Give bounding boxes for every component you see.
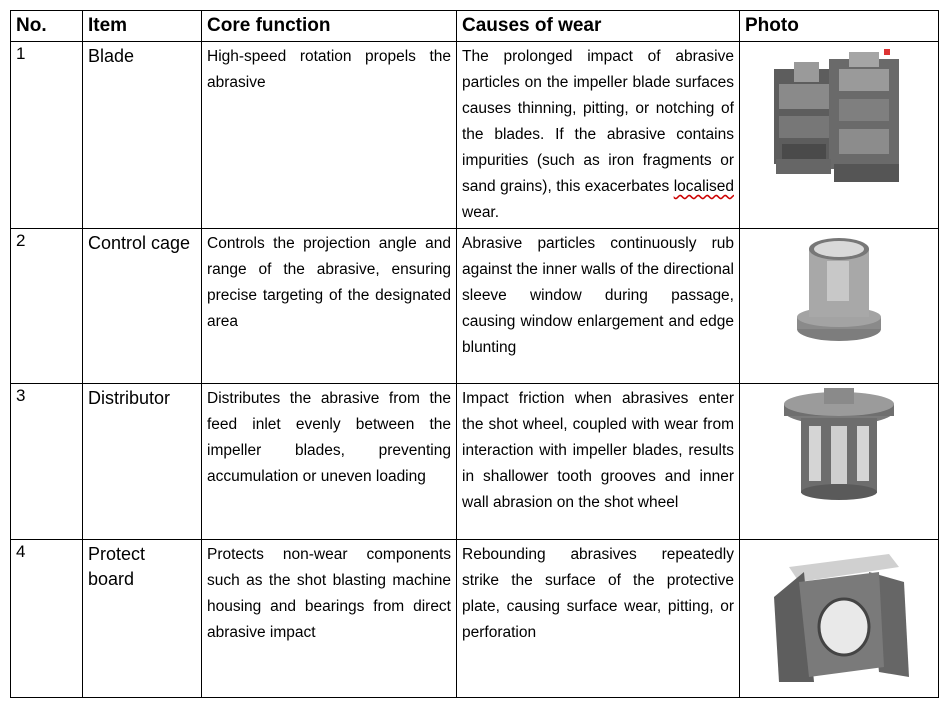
- parts-wear-table: [10, 10, 939, 698]
- causes-of-wear-text: Abrasive particles continuously rub against the inner walls of the directional sleeve window during passage, causing window enlargement and edge blunting: [457, 229, 740, 384]
- spellcheck-flagged-word: localised: [673, 178, 734, 195]
- core-function-text: Protects non-wear components such as the shot blasting machine housing and bearings from direct abrasive impact: [202, 540, 457, 698]
- item-name: Control cage: [83, 229, 202, 384]
- core-function-text: Controls the projection angle and range of the abrasive, ensuring precise targeting of the designated area: [202, 229, 457, 384]
- photo-cell: [740, 42, 939, 229]
- header-photo: Photo: [740, 11, 939, 42]
- photo-cell: [740, 384, 939, 540]
- core-function-text: High-speed rotation propels the abrasive: [202, 42, 457, 229]
- header-core-function: Core function: [202, 11, 457, 42]
- table-row: [11, 540, 939, 698]
- causes-text-start: The prolonged impact of abrasive particles on the impeller blade surfaces causes thinning, pitting, or notching of the blades. If the abrasive contains impurities (such as iron fragments or sand grains), this exacerbates: [462, 48, 734, 195]
- item-name: Distributor: [83, 384, 202, 540]
- control-cage-photo: [789, 231, 889, 346]
- item-name: Blade: [83, 42, 202, 229]
- table-row: [11, 42, 939, 229]
- photo-cell: [740, 540, 939, 698]
- table-row: [11, 229, 939, 384]
- row-number: 1: [11, 42, 83, 229]
- impeller-blades-photo: [754, 44, 924, 194]
- table-row: [11, 384, 939, 540]
- header-causes-of-wear: Causes of wear: [457, 11, 740, 42]
- header-row: [11, 11, 939, 42]
- causes-of-wear-text: [457, 42, 740, 229]
- item-name: Protect board: [83, 540, 202, 698]
- photo-cell: [740, 229, 939, 384]
- header-item: Item: [83, 11, 202, 42]
- causes-of-wear-text: Impact friction when abrasives enter the shot wheel, coupled with wear from interaction with impeller blades, results in shallower tooth grooves and inner wall abrasion on the shot wheel: [457, 384, 740, 540]
- row-number: 3: [11, 384, 83, 540]
- causes-text-end: wear.: [462, 204, 500, 221]
- causes-of-wear-text: Rebounding abrasives repeatedly strike the surface of the protective plate, causing surface wear, pitting, or perforation: [457, 540, 740, 698]
- header-no: No.: [11, 11, 83, 42]
- core-function-text: Distributes the abrasive from the feed inlet evenly between the impeller blades, preventing accumulation or uneven loading: [202, 384, 457, 540]
- row-number: 2: [11, 229, 83, 384]
- row-number: 4: [11, 540, 83, 698]
- protect-board-photo: [759, 542, 919, 687]
- distributor-photo: [779, 386, 899, 506]
